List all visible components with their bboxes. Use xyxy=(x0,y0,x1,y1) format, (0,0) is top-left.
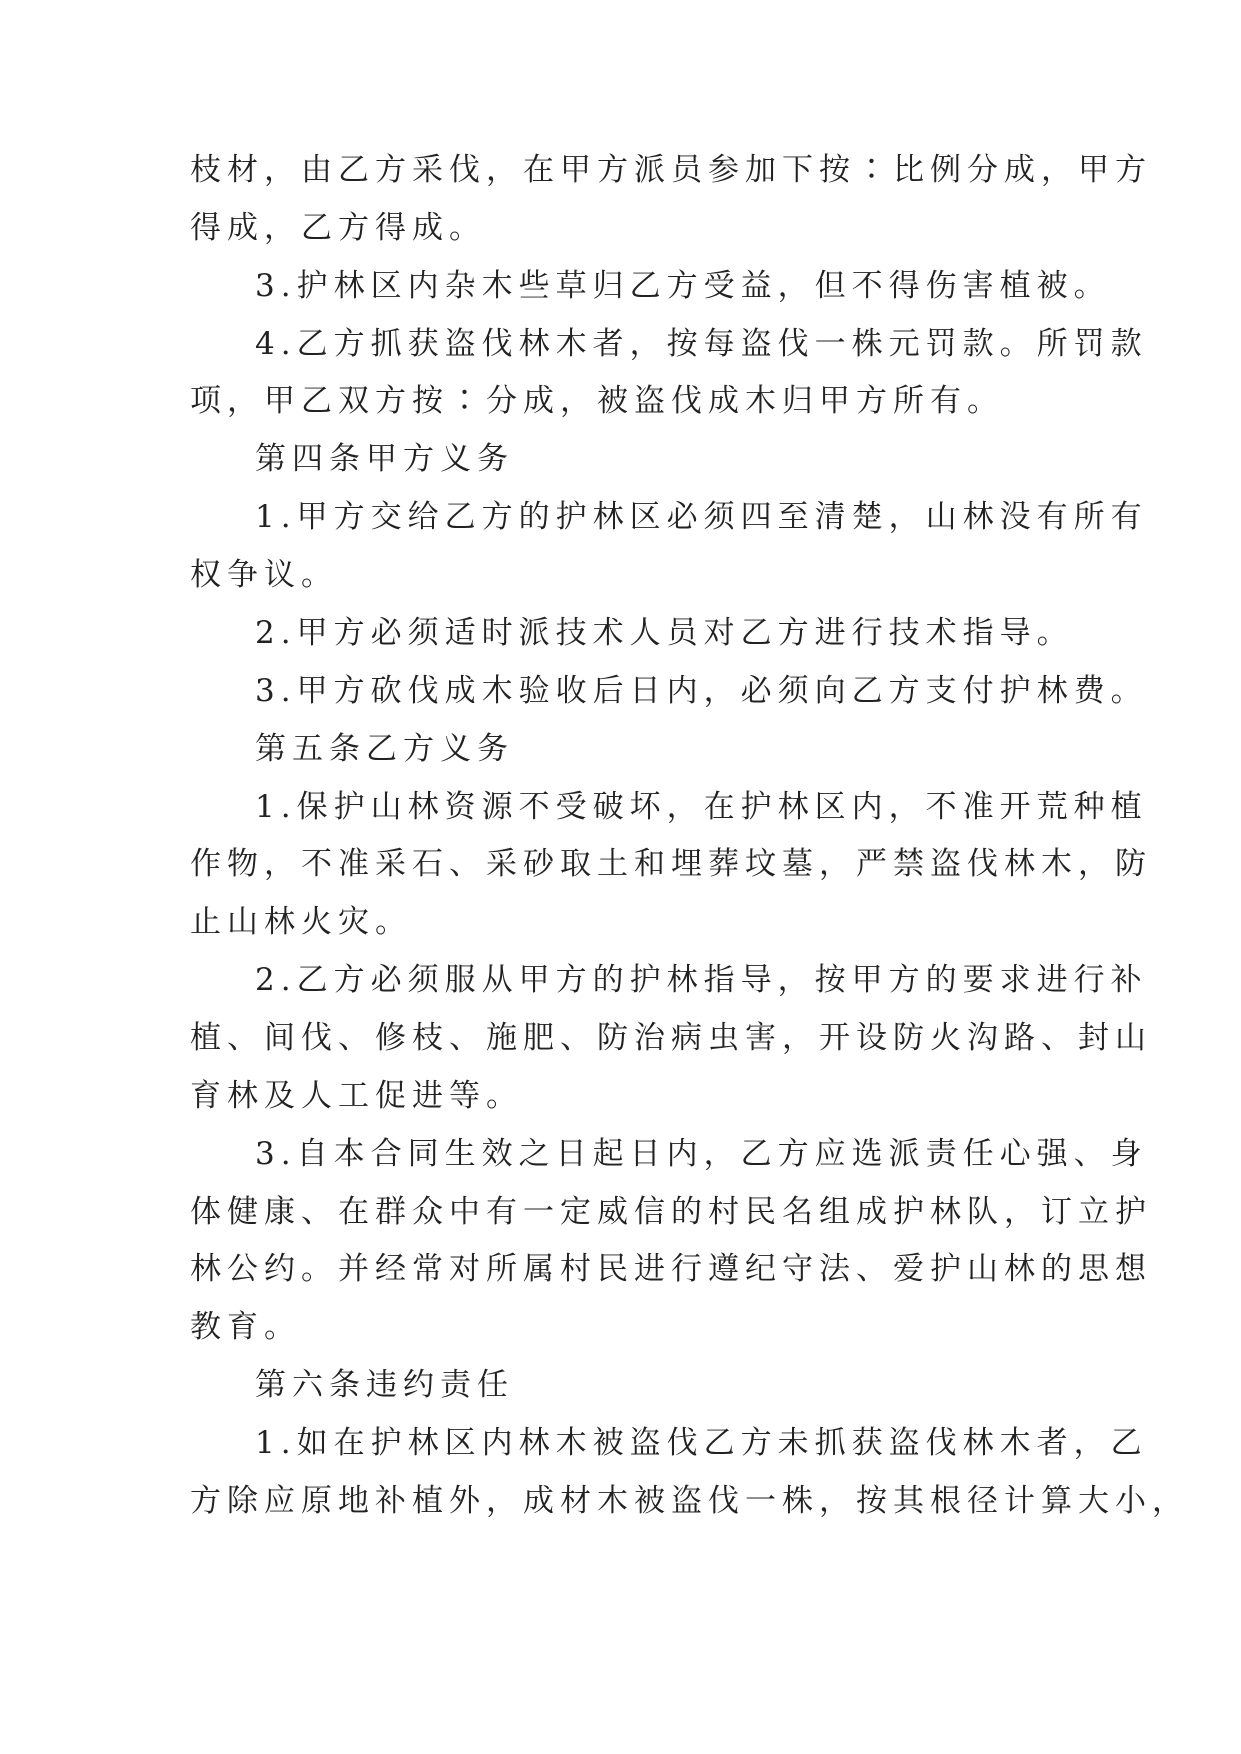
text-line: 植、间伐、修枝、施肥、防治病虫害，开设防火沟路、封山 xyxy=(190,1020,1152,1056)
section-heading: 第四条甲方义务 xyxy=(255,441,514,477)
text-line: 1.保护山林资源不受破坏，在护林区内，不准开荒种植 xyxy=(255,789,1148,825)
text-line: 权争议。 xyxy=(190,557,338,593)
text-line: 体健康、在群众中有一定威信的村民名组成护林队，订立护 xyxy=(190,1194,1152,1230)
text-line: 教育。 xyxy=(190,1309,301,1345)
text-line: 林公约。并经常对所属村民进行遵纪守法、爱护山林的思想 xyxy=(190,1251,1152,1287)
text-line: 1.如在护林区内林木被盗伐乙方未抓获盗伐林木者，乙 xyxy=(255,1425,1148,1461)
section-heading: 第六条违约责任 xyxy=(255,1367,514,1403)
text-line: 3.自本合同生效之日起日内，乙方应选派责任心强、身 xyxy=(255,1136,1148,1172)
text-line: 4.乙方抓获盗伐林木者，按每盗伐一株元罚款。所罚款 xyxy=(255,326,1148,362)
text-line: 作物，不准采石、采砂取土和埋葬坟墓，严禁盗伐林木，防 xyxy=(190,846,1152,882)
text-line: 3.护林区内杂木些草归乙方受益，但不得伤害植被。 xyxy=(255,268,1111,304)
text-line: 枝材，由乙方采伐，在甲方派员参加下按∶比例分成，甲方 xyxy=(190,152,1152,188)
text-line: 育林及人工促进等。 xyxy=(190,1078,523,1114)
text-line: 1.甲方交给乙方的护林区必须四至清楚，山林没有所有 xyxy=(255,499,1148,535)
text-line: 3.甲方砍伐成木验收后日内，必须向乙方支付护林费。 xyxy=(255,673,1148,709)
section-heading: 第五条乙方义务 xyxy=(255,731,514,767)
text-line: 止山林火灾。 xyxy=(190,904,412,940)
text-line: 2.乙方必须服从甲方的护林指导，按甲方的要求进行补 xyxy=(255,962,1148,998)
text-line: 项，甲乙双方按∶分成，被盗伐成木归甲方所有。 xyxy=(190,383,1004,419)
text-line: 方除应原地补植外，成材木被盗伐一株，按其根径计算大小， xyxy=(190,1483,1189,1519)
text-line: 得成，乙方得成。 xyxy=(190,210,486,246)
text-line: 2.甲方必须适时派技术人员对乙方进行技术指导。 xyxy=(255,615,1074,651)
